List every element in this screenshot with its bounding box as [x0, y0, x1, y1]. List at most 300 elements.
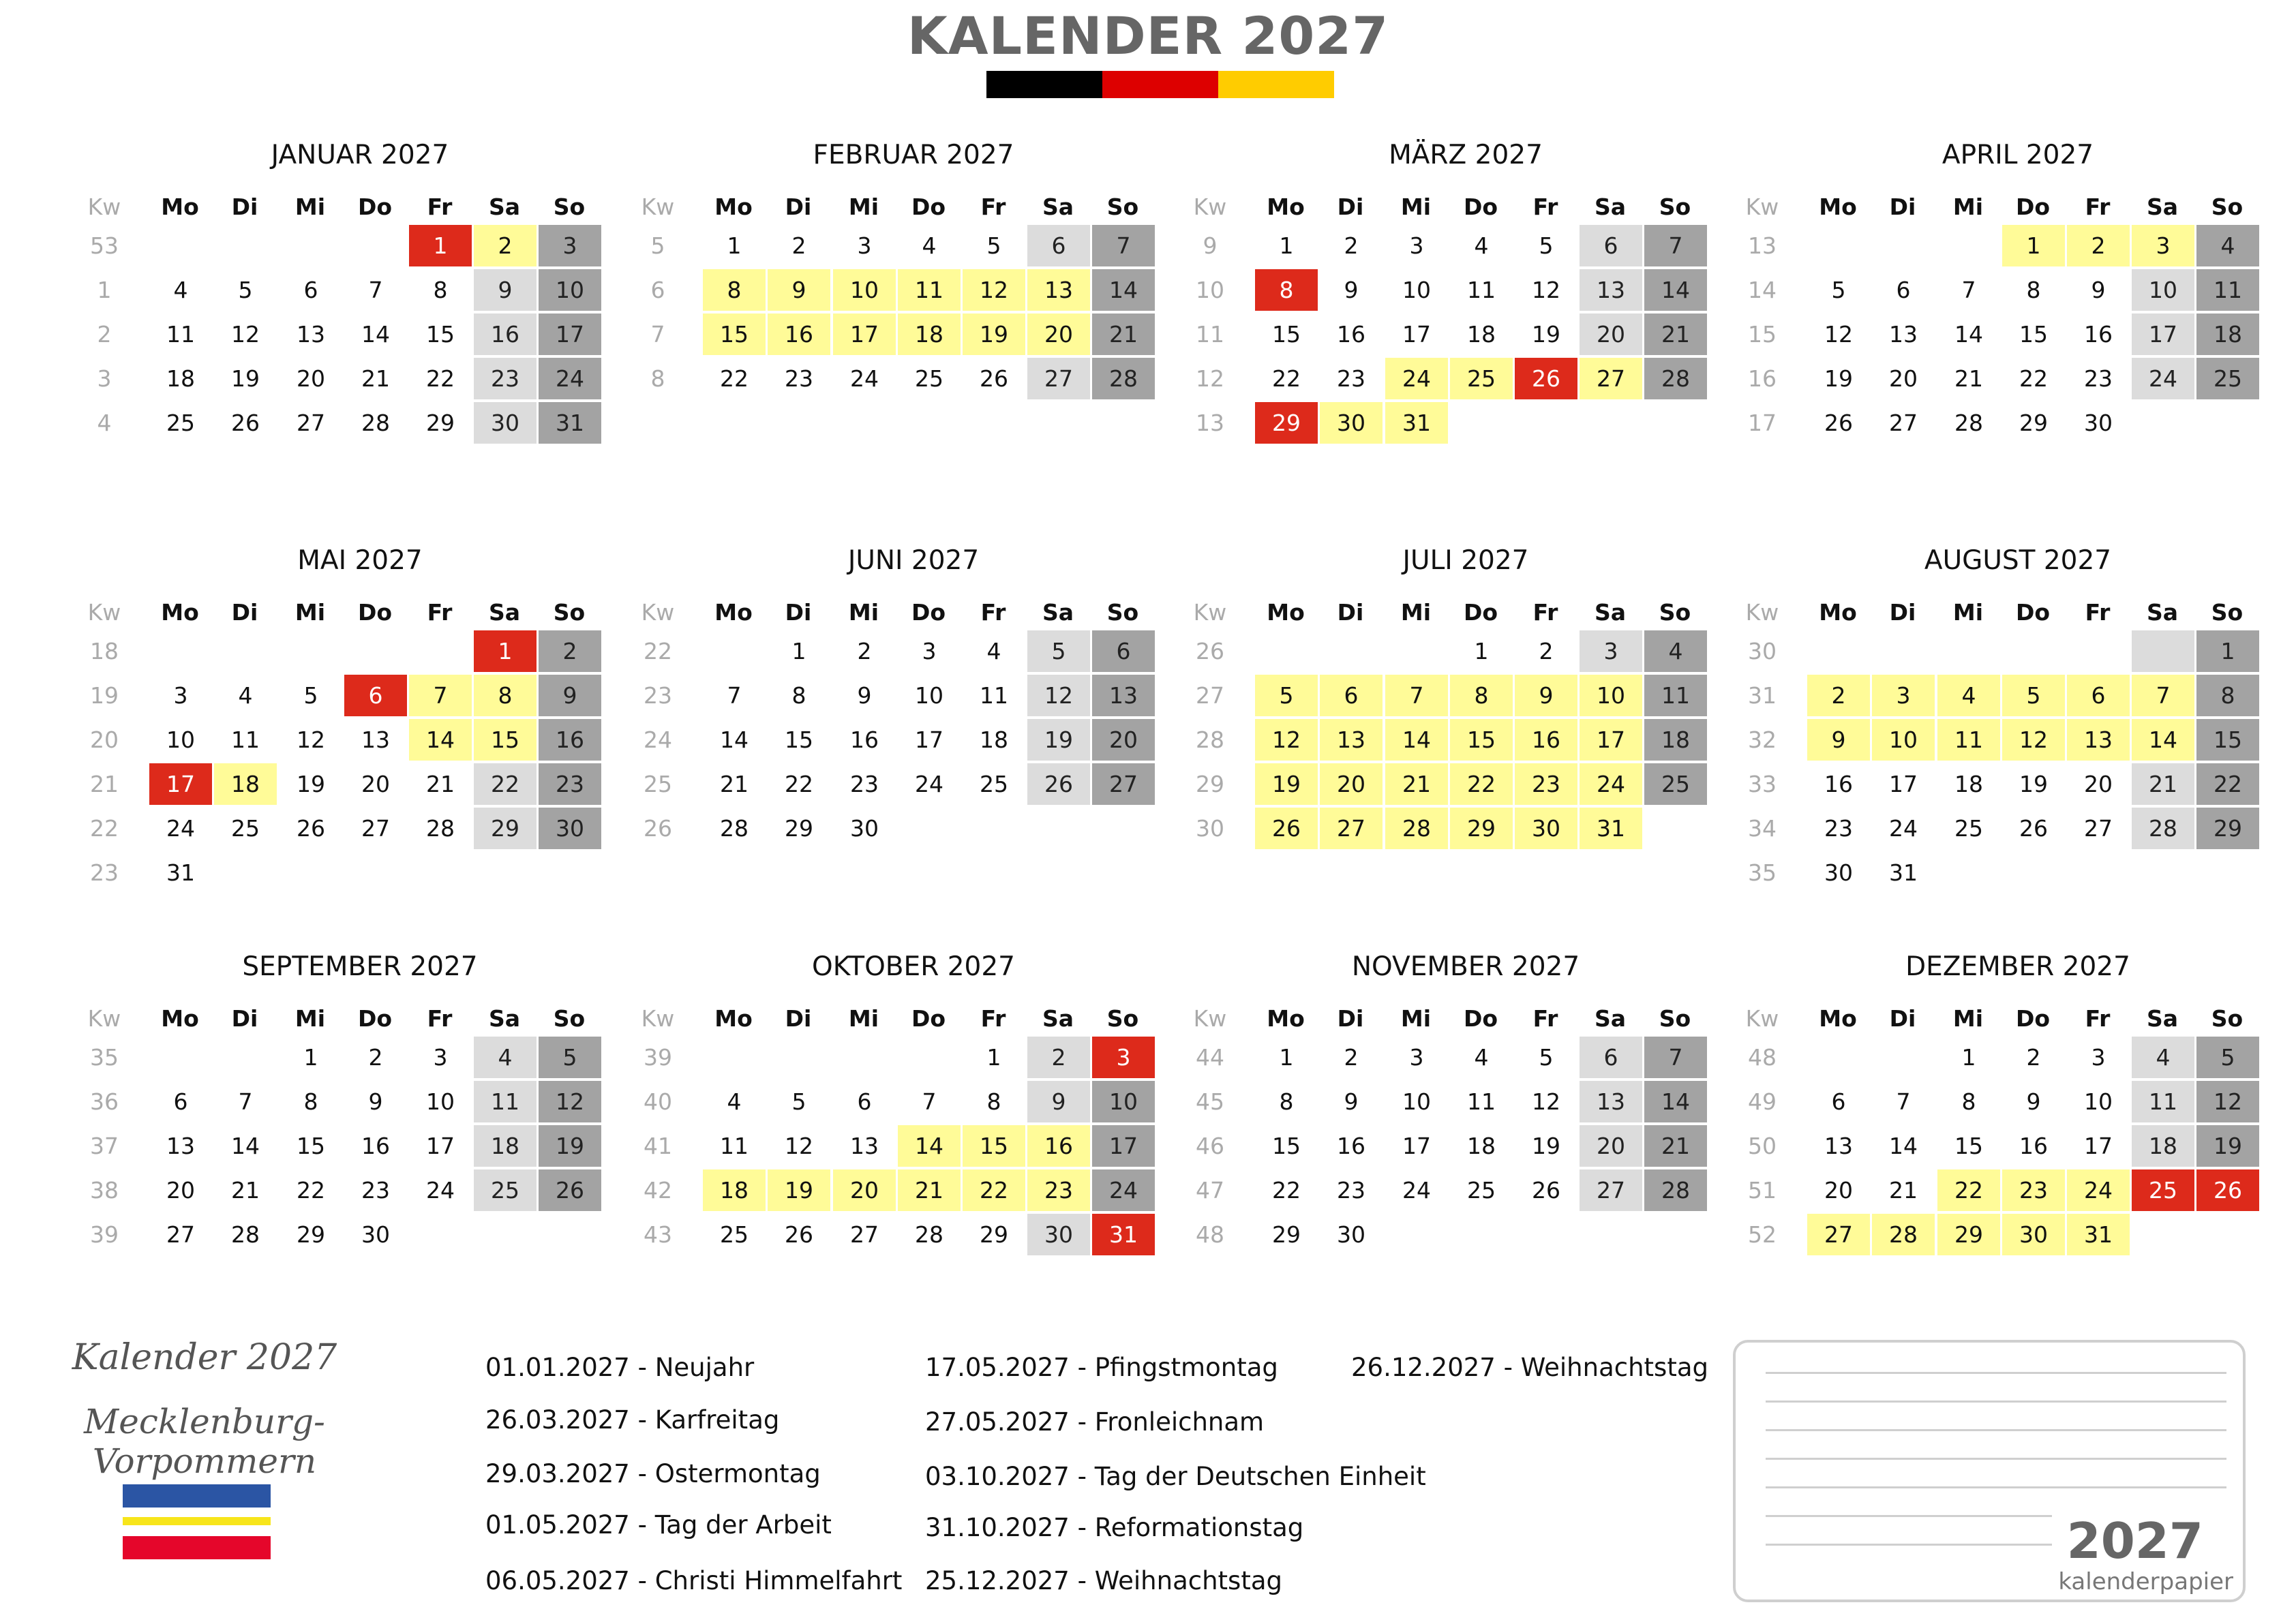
- empty-cell: [2067, 630, 2130, 672]
- day-cell: 17: [1402, 321, 1431, 348]
- day-cell: 2: [791, 232, 806, 259]
- weekday-label: Di: [231, 1005, 258, 1032]
- week-number: 29: [1196, 771, 1224, 797]
- week-number: 43: [644, 1221, 672, 1248]
- weekday-label: Di: [1889, 1005, 1916, 1032]
- day-cell: 4: [1937, 675, 2000, 716]
- day-cell: 9: [2091, 277, 2106, 303]
- week-row: [1738, 1037, 2256, 1081]
- day-cell: 5: [1539, 1044, 1554, 1071]
- weekday-label: Mi: [294, 1005, 326, 1032]
- week-row: [1738, 269, 2256, 313]
- holiday-entry: 27.05.2027 - Fronleichnam: [925, 1407, 1265, 1437]
- week-number: 48: [1196, 1221, 1224, 1248]
- weekday-label: So: [1106, 194, 1139, 220]
- empty-cell: [214, 225, 277, 266]
- day-cell: 2: [1344, 1044, 1359, 1071]
- weekday-label: So: [553, 599, 586, 626]
- day-cell: 14: [898, 1125, 961, 1167]
- day-cell: 18: [2132, 1125, 2194, 1167]
- empty-cell: [2067, 852, 2130, 893]
- day-cell: 19: [2196, 1125, 2259, 1167]
- day-cell: 13: [361, 726, 390, 753]
- day-cell: 7: [368, 277, 383, 303]
- day-cell: 19: [768, 1169, 830, 1211]
- day-cell: 17: [1889, 771, 1918, 797]
- day-cell: 20: [833, 1169, 896, 1211]
- day-cell: 12: [297, 726, 325, 753]
- week-row: [1738, 630, 2256, 675]
- day-cell: 26: [1824, 410, 1853, 436]
- notes-brand: kalenderpapier: [2058, 1568, 2233, 1595]
- day-cell: 7: [1961, 277, 1976, 303]
- day-cell: 8: [2026, 277, 2041, 303]
- weekday-label: Mi: [1952, 194, 1984, 220]
- day-cell: 4: [1644, 630, 1707, 672]
- week-row: [1738, 1214, 2256, 1258]
- week-row: [1186, 1037, 1704, 1081]
- day-cell: 24: [426, 1177, 455, 1204]
- empty-cell: [898, 808, 961, 849]
- weekday-label: Do: [911, 1005, 946, 1032]
- day-cell: 21: [1385, 763, 1448, 805]
- day-cell: 5: [1539, 232, 1554, 259]
- day-cell: 2: [857, 638, 872, 664]
- day-cell: 26: [297, 815, 325, 842]
- weekday-label: Mo: [1819, 599, 1857, 626]
- day-cell: 9: [857, 682, 872, 709]
- day-cell: 15: [2196, 719, 2259, 761]
- day-cell: 11: [231, 726, 260, 753]
- empty-cell: [1807, 630, 1870, 672]
- week-number: 23: [90, 859, 119, 886]
- day-cell: 16: [768, 313, 830, 355]
- week-row: [80, 1081, 599, 1125]
- day-cell: 14: [720, 726, 749, 753]
- note-line: [1766, 1372, 2226, 1374]
- day-cell: 25: [231, 815, 260, 842]
- weekday-label: Di: [1889, 194, 1916, 220]
- week-row: [80, 763, 599, 808]
- day-cell: 1: [1279, 232, 1294, 259]
- month-title: MÄRZ 2027: [1389, 140, 1543, 170]
- empty-cell: [2132, 402, 2194, 444]
- day-cell: 3: [1872, 675, 1935, 716]
- week-number-header: Kw: [1745, 1005, 1779, 1032]
- day-cell: 26: [539, 1169, 601, 1211]
- week-row: [1186, 763, 1704, 808]
- day-cell: 6: [1580, 225, 1642, 266]
- day-cell: 30: [2002, 1214, 2065, 1255]
- week-number: 32: [1748, 726, 1777, 753]
- day-cell: 24: [539, 358, 601, 399]
- empty-cell: [703, 630, 766, 672]
- empty-cell: [539, 852, 601, 893]
- day-cell: 10: [166, 726, 195, 753]
- day-cell: 11: [474, 1081, 537, 1122]
- day-cell: 9: [1027, 1081, 1090, 1122]
- day-cell: 27: [850, 1221, 879, 1248]
- day-cell: 17: [149, 763, 212, 805]
- month-7: [1186, 545, 1704, 852]
- day-cell: 19: [539, 1125, 601, 1167]
- day-cell: 20: [1580, 313, 1642, 355]
- day-cell: 25: [1644, 763, 1707, 805]
- week-row: [1738, 852, 2256, 896]
- state-title-line1: Kalender 2027: [72, 1337, 337, 1378]
- day-cell: 10: [1580, 675, 1642, 716]
- weekday-label: Mo: [714, 1005, 753, 1032]
- day-cell: 22: [1272, 1177, 1301, 1204]
- week-row: [1186, 719, 1704, 763]
- note-line: [1766, 1458, 2226, 1460]
- day-cell: 3: [922, 638, 937, 664]
- day-cell: 2: [1807, 675, 1870, 716]
- day-cell: 4: [1474, 232, 1489, 259]
- week-number: 51: [1748, 1177, 1777, 1204]
- empty-cell: [280, 630, 342, 672]
- day-cell: 14: [409, 719, 472, 761]
- day-cell: 28: [1644, 358, 1707, 399]
- day-cell: 18: [703, 1169, 766, 1211]
- day-cell: 16: [2019, 1133, 2048, 1159]
- weekday-label: Mi: [294, 194, 326, 220]
- week-number-header: Kw: [87, 1005, 121, 1032]
- empty-cell: [2132, 1214, 2194, 1255]
- day-cell: 4: [986, 638, 1001, 664]
- day-cell: 3: [539, 225, 601, 266]
- day-cell: 3: [1409, 232, 1424, 259]
- day-cell: 9: [1515, 675, 1577, 716]
- day-cell: 7: [1896, 1088, 1911, 1115]
- weekday-label: Mi: [1400, 599, 1432, 626]
- weekday-label: So: [2211, 599, 2244, 626]
- empty-cell: [1937, 852, 2000, 893]
- weekday-label: Sa: [1042, 194, 1074, 220]
- day-cell: 26: [1027, 763, 1090, 805]
- day-cell: 18: [1954, 771, 1983, 797]
- day-cell: 14: [1954, 321, 1983, 348]
- week-row: [634, 719, 1152, 763]
- weekday-label: So: [2211, 1005, 2244, 1032]
- week-row: [80, 313, 599, 358]
- day-cell: 20: [1824, 1177, 1853, 1204]
- weekday-label: Di: [1889, 599, 1916, 626]
- day-cell: 27: [1807, 1214, 1870, 1255]
- weekday-label: Do: [357, 1005, 393, 1032]
- empty-cell: [1320, 630, 1383, 672]
- weekday-label: Mo: [1267, 194, 1305, 220]
- empty-cell: [1385, 1214, 1448, 1255]
- week-row: [634, 675, 1152, 719]
- weekday-header: [80, 189, 599, 225]
- empty-cell: [1644, 1214, 1707, 1255]
- day-cell: 28: [915, 1221, 943, 1248]
- month-6: [634, 545, 1152, 852]
- weekday-label: Di: [1337, 1005, 1364, 1032]
- day-cell: 3: [433, 1044, 448, 1071]
- weekday-label: Di: [785, 1005, 812, 1032]
- day-cell: 23: [785, 365, 813, 392]
- day-cell: 26: [1532, 1177, 1560, 1204]
- week-number: 21: [90, 771, 119, 797]
- day-cell: 12: [963, 269, 1025, 311]
- day-cell: 27: [1580, 1169, 1642, 1211]
- empty-cell: [2196, 852, 2259, 893]
- day-cell: 7: [1644, 1037, 1707, 1078]
- day-cell: 13: [1027, 269, 1090, 311]
- day-cell: 11: [1937, 719, 2000, 761]
- month-title: JULI 2027: [1402, 545, 1529, 576]
- empty-cell: [963, 808, 1025, 849]
- day-cell: 21: [1889, 1177, 1918, 1204]
- week-row: [1186, 1169, 1704, 1214]
- weekday-label: Sa: [1594, 599, 1627, 626]
- month-9: [80, 951, 599, 1258]
- day-cell: 10: [1402, 277, 1431, 303]
- day-cell: 5: [791, 1088, 806, 1115]
- day-cell: 20: [1092, 719, 1155, 761]
- week-number: 44: [1196, 1044, 1224, 1071]
- week-row: [634, 1125, 1152, 1169]
- holiday-entry: 01.01.2027 - Neujahr: [485, 1353, 755, 1382]
- day-cell: 8: [1961, 1088, 1976, 1115]
- day-cell: 8: [433, 277, 448, 303]
- empty-cell: [1644, 808, 1707, 849]
- day-cell: 3: [1092, 1037, 1155, 1078]
- day-cell: 25: [1954, 815, 1983, 842]
- empty-cell: [768, 1037, 830, 1078]
- empty-cell: [1807, 225, 1870, 266]
- day-cell: 21: [2132, 763, 2194, 805]
- week-number-header: Kw: [1193, 194, 1227, 220]
- day-cell: 15: [1272, 321, 1301, 348]
- week-row: [1738, 719, 2256, 763]
- weekday-label: So: [1659, 1005, 1691, 1032]
- week-number: 1: [97, 277, 112, 303]
- month-title: OKTOBER 2027: [812, 951, 1015, 982]
- day-cell: 29: [426, 410, 455, 436]
- weekday-label: Sa: [1042, 1005, 1074, 1032]
- day-cell: 10: [1872, 719, 1935, 761]
- day-cell: 27: [166, 1221, 195, 1248]
- day-cell: 23: [1027, 1169, 1090, 1211]
- day-cell: 9: [368, 1088, 383, 1115]
- day-cell: 16: [361, 1133, 390, 1159]
- empty-cell: [214, 1037, 277, 1078]
- week-number: 36: [90, 1088, 119, 1115]
- day-cell: 31: [1889, 859, 1918, 886]
- day-cell: 20: [1889, 365, 1918, 392]
- day-cell: 9: [539, 675, 601, 716]
- day-cell: 3: [2132, 225, 2194, 266]
- holiday-entry: 01.05.2027 - Tag der Arbeit: [485, 1510, 832, 1540]
- day-cell: 12: [1824, 321, 1853, 348]
- note-line: [1766, 1544, 2052, 1546]
- month-title: NOVEMBER 2027: [1351, 951, 1580, 982]
- day-cell: 22: [1450, 763, 1513, 805]
- day-cell: 5: [986, 232, 1001, 259]
- day-cell: 20: [166, 1177, 195, 1204]
- empty-cell: [1807, 1037, 1870, 1078]
- week-number: 49: [1748, 1088, 1777, 1115]
- weekday-label: Fr: [980, 194, 1006, 220]
- day-cell: 19: [963, 313, 1025, 355]
- day-cell: 27: [1889, 410, 1918, 436]
- weekday-label: Di: [231, 599, 258, 626]
- weekday-label: Mo: [1267, 1005, 1305, 1032]
- weekday-header: [634, 189, 1152, 225]
- week-row: [1738, 1081, 2256, 1125]
- day-cell: 28: [231, 1221, 260, 1248]
- notes-year: 2027: [2066, 1512, 2203, 1570]
- week-row: [1186, 1125, 1704, 1169]
- day-cell: 1: [2002, 225, 2065, 266]
- day-cell: 13: [1889, 321, 1918, 348]
- day-cell: 21: [720, 771, 749, 797]
- week-row: [1186, 225, 1704, 269]
- week-row: [634, 1214, 1152, 1258]
- week-row: [1738, 675, 2256, 719]
- weekday-header: [634, 595, 1152, 630]
- day-cell: 2: [1539, 638, 1554, 664]
- day-cell: 21: [1954, 365, 1983, 392]
- day-cell: 20: [2084, 771, 2113, 797]
- day-cell: 22: [963, 1169, 1025, 1211]
- day-cell: 29: [2196, 808, 2259, 849]
- day-cell: 14: [1644, 269, 1707, 311]
- empty-cell: [149, 225, 212, 266]
- day-cell: 18: [980, 726, 1008, 753]
- empty-cell: [2196, 402, 2259, 444]
- holiday-entry: 25.12.2027 - Weihnachtstag: [925, 1566, 1282, 1595]
- day-cell: 18: [2196, 313, 2259, 355]
- week-number: 8: [650, 365, 665, 392]
- day-cell: 19: [1824, 365, 1853, 392]
- day-cell: 14: [1644, 1081, 1707, 1122]
- day-cell: 17: [539, 313, 601, 355]
- day-cell: 24: [2132, 358, 2194, 399]
- day-cell: 8: [2196, 675, 2259, 716]
- week-number: 52: [1748, 1221, 1777, 1248]
- day-cell: 28: [1092, 358, 1155, 399]
- week-row: [80, 1169, 599, 1214]
- day-cell: 25: [980, 771, 1008, 797]
- weekday-label: Fr: [2085, 1005, 2111, 1032]
- day-cell: 10: [426, 1088, 455, 1115]
- weekday-label: Do: [911, 194, 946, 220]
- day-cell: 7: [238, 1088, 253, 1115]
- empty-cell: [1937, 630, 2000, 672]
- day-cell: 25: [1467, 1177, 1496, 1204]
- day-cell: 13: [2067, 719, 2130, 761]
- day-cell: 27: [297, 410, 325, 436]
- week-number: 22: [90, 815, 119, 842]
- day-cell: 12: [1532, 277, 1560, 303]
- week-number: 11: [1196, 321, 1224, 348]
- weekday-label: Mo: [1819, 1005, 1857, 1032]
- day-cell: 31: [1580, 808, 1642, 849]
- day-cell: 7: [922, 1088, 937, 1115]
- empty-cell: [2002, 852, 2065, 893]
- day-cell: 9: [1344, 277, 1359, 303]
- day-cell: 10: [2084, 1088, 2113, 1115]
- day-cell: 18: [474, 1125, 537, 1167]
- day-cell: 25: [720, 1221, 749, 1248]
- week-number: 10: [1196, 277, 1224, 303]
- day-cell: 26: [785, 1221, 813, 1248]
- day-cell: 13: [1320, 719, 1383, 761]
- day-cell: 13: [297, 321, 325, 348]
- day-cell: 25: [2132, 1169, 2194, 1211]
- day-cell: 27: [1027, 358, 1090, 399]
- weekday-label: Mo: [1267, 599, 1305, 626]
- day-cell: 17: [1092, 1125, 1155, 1167]
- week-number: 7: [650, 321, 665, 348]
- week-row: [1738, 1169, 2256, 1214]
- day-cell: 12: [1255, 719, 1318, 761]
- empty-cell: [344, 630, 407, 672]
- week-row: [1186, 1081, 1704, 1125]
- week-row: [1186, 269, 1704, 313]
- weekday-label: Fr: [980, 599, 1006, 626]
- day-cell: 23: [2002, 1169, 2065, 1211]
- day-cell: 6: [1831, 1088, 1846, 1115]
- day-cell: 13: [850, 1133, 879, 1159]
- week-number: 41: [644, 1133, 672, 1159]
- empty-cell: [1450, 402, 1513, 444]
- day-cell: 6: [1896, 277, 1911, 303]
- week-row: [634, 630, 1152, 675]
- week-number-header: Kw: [641, 1005, 675, 1032]
- week-row: [1186, 358, 1704, 402]
- day-cell: 3: [1580, 630, 1642, 672]
- day-cell: 18: [1644, 719, 1707, 761]
- day-cell: 21: [231, 1177, 260, 1204]
- day-cell: 22: [2019, 365, 2048, 392]
- week-number-header: Kw: [87, 194, 121, 220]
- day-cell: 1: [1279, 1044, 1294, 1071]
- week-row: [80, 675, 599, 719]
- empty-cell: [1385, 630, 1448, 672]
- empty-cell: [214, 630, 277, 672]
- weekday-label: So: [553, 1005, 586, 1032]
- day-cell: 14: [231, 1133, 260, 1159]
- day-cell: 5: [303, 682, 318, 709]
- day-cell: 7: [1644, 225, 1707, 266]
- day-cell: 8: [303, 1088, 318, 1115]
- note-line: [1766, 1401, 2226, 1403]
- day-cell: 28: [426, 815, 455, 842]
- week-row: [1738, 808, 2256, 852]
- day-cell: 28: [1954, 410, 1983, 436]
- empty-cell: [409, 1214, 472, 1255]
- day-cell: 30: [2084, 410, 2113, 436]
- week-row: [634, 1037, 1152, 1081]
- day-cell: 5: [1027, 630, 1090, 672]
- weekday-label: Fr: [427, 1005, 453, 1032]
- week-row: [634, 269, 1152, 313]
- weekday-label: Sa: [2146, 194, 2179, 220]
- day-cell: 15: [703, 313, 766, 355]
- day-cell: 3: [173, 682, 188, 709]
- day-cell: 31: [2067, 1214, 2130, 1255]
- month-4: [1738, 140, 2256, 446]
- week-number-header: Kw: [641, 194, 675, 220]
- weekday-label: So: [2211, 194, 2244, 220]
- week-number: 28: [1196, 726, 1224, 753]
- weekday-label: Di: [1337, 194, 1364, 220]
